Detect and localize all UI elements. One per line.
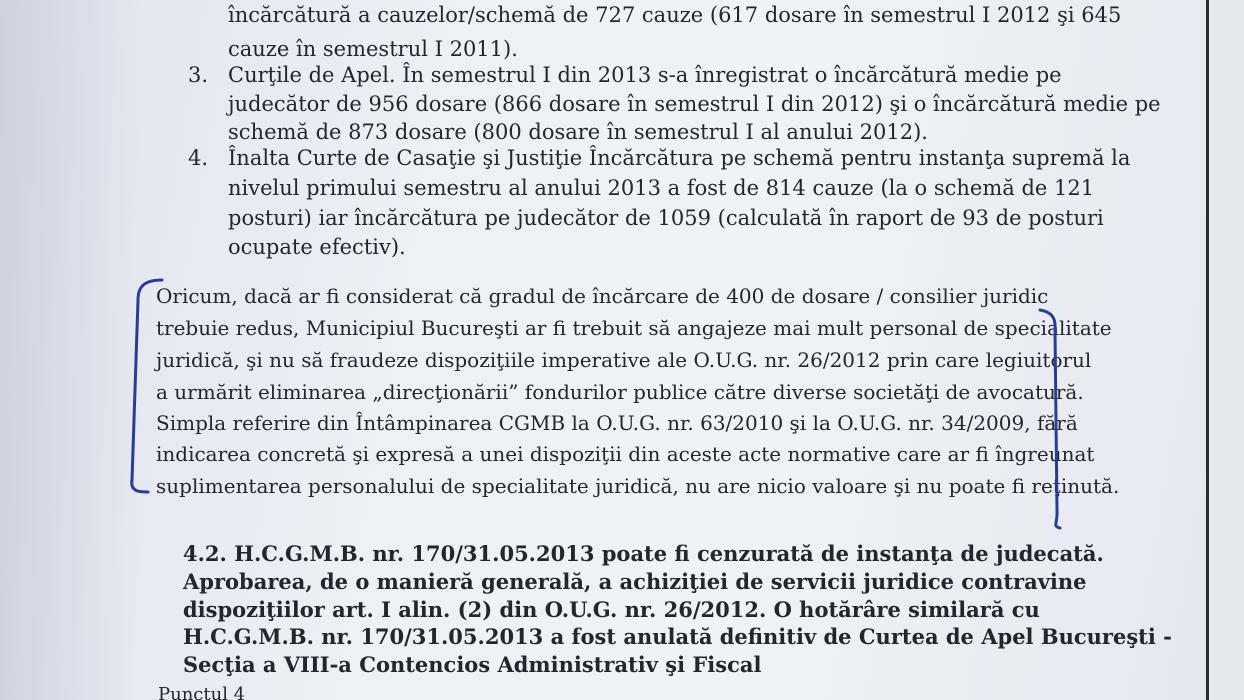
- section42-line1: 4.2. H.C.G.M.B. nr. 170/31.05.2013 poate fi cenzurată de instanţa de judecată.: [183, 541, 1104, 566]
- item3-line1: Curţile de Apel. În semestrul I din 2013 s-a înregistrat o încărcătură medie pe: [228, 63, 1062, 87]
- bracketed-line2: trebuie redus, Municipiul Bucureşti ar fi trebuit să angajeze mai mult personal de specialitate: [156, 316, 1112, 340]
- item4-line4: ocupate efectiv).: [228, 235, 406, 259]
- section42-line3: dispoziţiilor art. I alin. (2) din O.U.G. nr. 26/2012. O hotărâre similară cu: [183, 597, 1040, 622]
- bracketed-line6: indicarea concretă şi expresă a unei dispoziţii din aceste acte normative care ar fi îngreunat: [156, 442, 1095, 466]
- item2-line1: încărcătură a cauzelor/schemă de 727 cauze (617 dosare în semestrul I 2012 şi 645: [228, 3, 1122, 27]
- bracketed-line4: a urmărit eliminarea „direcţionării” fondurilor publice către diverse societăţi de avocatură.: [156, 380, 1084, 404]
- section42-line4: H.C.G.M.B. nr. 170/31.05.2013 a fost anulată definitiv de Curtea de Apel Bucureşti -: [183, 624, 1172, 649]
- item3-number: 3.: [188, 63, 209, 87]
- bracketed-line3: juridică, şi nu să fraudeze dispoziţiile imperative ale O.U.G. nr. 26/2012 prin care legiuitorul: [156, 348, 1092, 372]
- item4-line2: nivelul primului semestru al anului 2013 a fost de 814 cauze (la o schemă de 121: [228, 176, 1095, 200]
- item4-line1: Înalta Curte de Casaţie şi Justiţie Încărcătura pe schemă pentru instanţa supremă la: [228, 146, 1131, 170]
- cutoff-line: Punctul 4: [158, 684, 246, 700]
- item2-line2: cauze în semestrul I 2011).: [228, 37, 518, 61]
- item4-line3: posturi) iar încărcătura pe judecător de 1059 (calculată în raport de 93 de posturi: [228, 206, 1104, 230]
- page-edge: [1206, 0, 1244, 700]
- item3-line2: judecător de 956 dosare (866 dosare în semestrul I din 2012) şi o încărcătură medie pe: [228, 92, 1161, 116]
- bracketed-line1: Oricum, dacă ar fi considerat că gradul de încărcare de 400 de dosare / consilier juridic: [156, 284, 1049, 308]
- bracketed-line5: Simpla referire din Întâmpinarea CGMB la O.U.G. nr. 63/2010 şi la O.U.G. nr. 34/2009, fără: [156, 411, 1078, 435]
- section42-line5: Secţia a VIII-a Contencios Administrativ şi Fiscal: [183, 652, 762, 677]
- bracketed-line7: suplimentarea personalului de specialitate juridică, nu are nicio valoare şi nu poate fi reţinută.: [156, 474, 1120, 498]
- item4-number: 4.: [188, 146, 209, 170]
- left-bracket: [132, 280, 162, 492]
- item3-line3: schemă de 873 dosare (800 dosare în semestrul I al anului 2012).: [228, 120, 928, 144]
- right-bracket: [1040, 310, 1060, 528]
- section42-line2: Aprobarea, de o manieră generală, a achiziţiei de servicii juridice contravine: [183, 569, 1087, 594]
